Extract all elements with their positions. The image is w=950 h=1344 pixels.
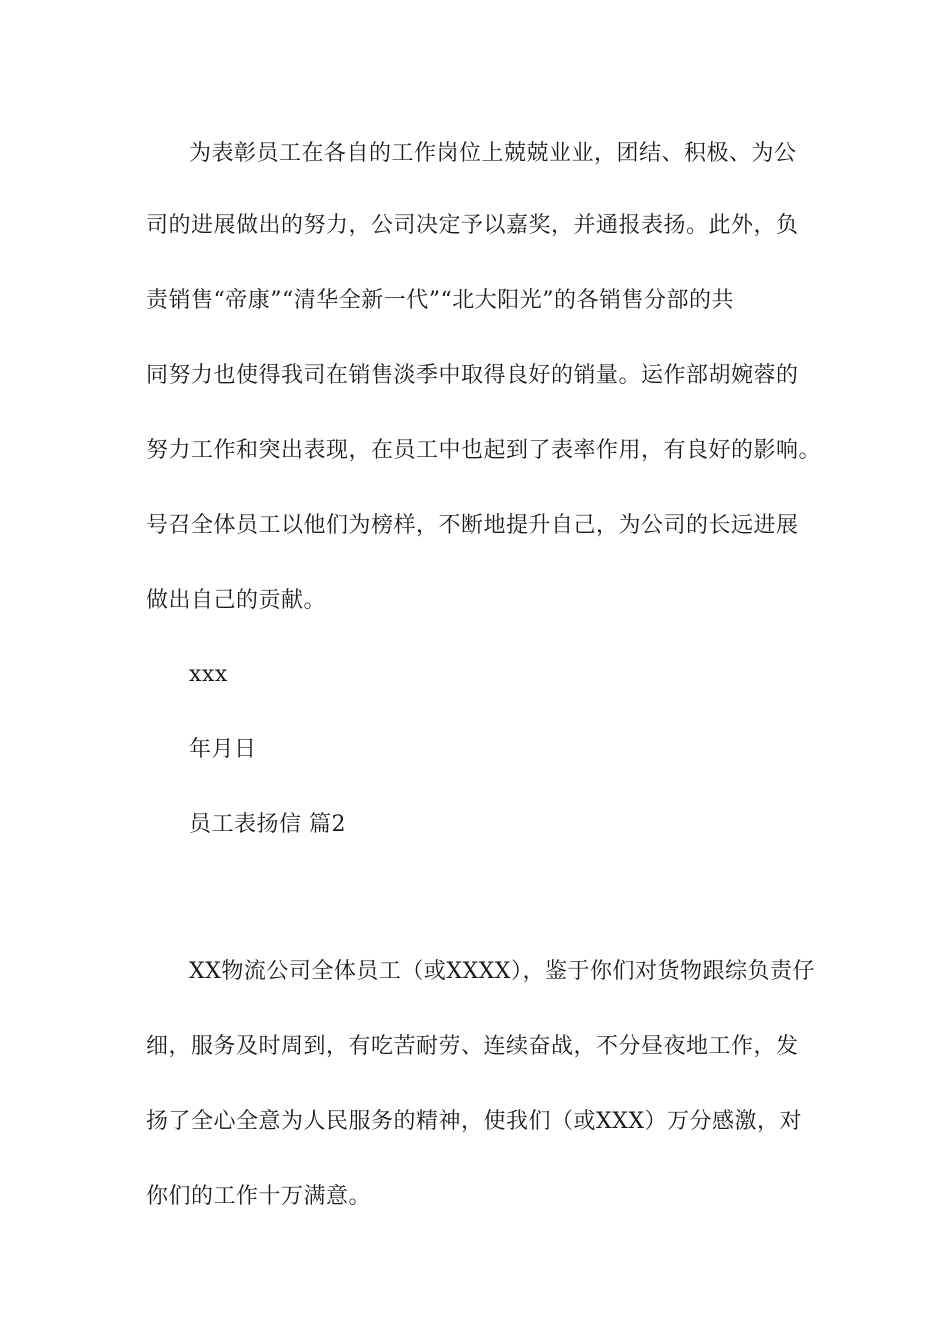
paragraph-2-line-1: XX物流公司全体员工（或XXXX），鉴于你们对货物跟综负责仔 (189, 959, 815, 984)
signature: xxx (189, 662, 228, 687)
paragraph-1-line-6: 号召全体员工以他们为榜样，不断地提升自己，为公司的长远进展 (146, 513, 799, 538)
date-line: 年月日 (189, 737, 257, 762)
paragraph-1-line-7: 做出自己的贡献。 (146, 588, 327, 613)
paragraph-1-line-3: 责销售“帝康”“清华全新一代”“北大阳光”的各销售分部的共 (146, 288, 734, 313)
paragraph-2-line-4: 你们的工作十万满意。 (146, 1184, 372, 1209)
paragraph-1-line-5: 努力工作和突出表现，在员工中也起到了表率作用，有良好的影响。 (146, 438, 822, 463)
section-title: 员工表扬信 篇2 (189, 812, 346, 837)
paragraph-2-line-2: 细，服务及时周到，有吃苦耐劳、连续奋战，不分昼夜地工作，发 (146, 1034, 799, 1059)
paragraph-1-line-1: 为表彰员工在各自的工作岗位上兢兢业业，团结、积极、为公 (189, 141, 797, 166)
paragraph-1-line-2: 司的进展做出的努力，公司决定予以嘉奖，并通报表扬。此外，负 (146, 213, 799, 238)
paragraph-1-line-4: 同努力也使得我司在销售淡季中取得良好的销量。运作部胡婉蓉的 (146, 363, 799, 388)
paragraph-2-line-3: 扬了全心全意为人民服务的精神，使我们（或XXX）万分感激，对 (146, 1109, 802, 1134)
